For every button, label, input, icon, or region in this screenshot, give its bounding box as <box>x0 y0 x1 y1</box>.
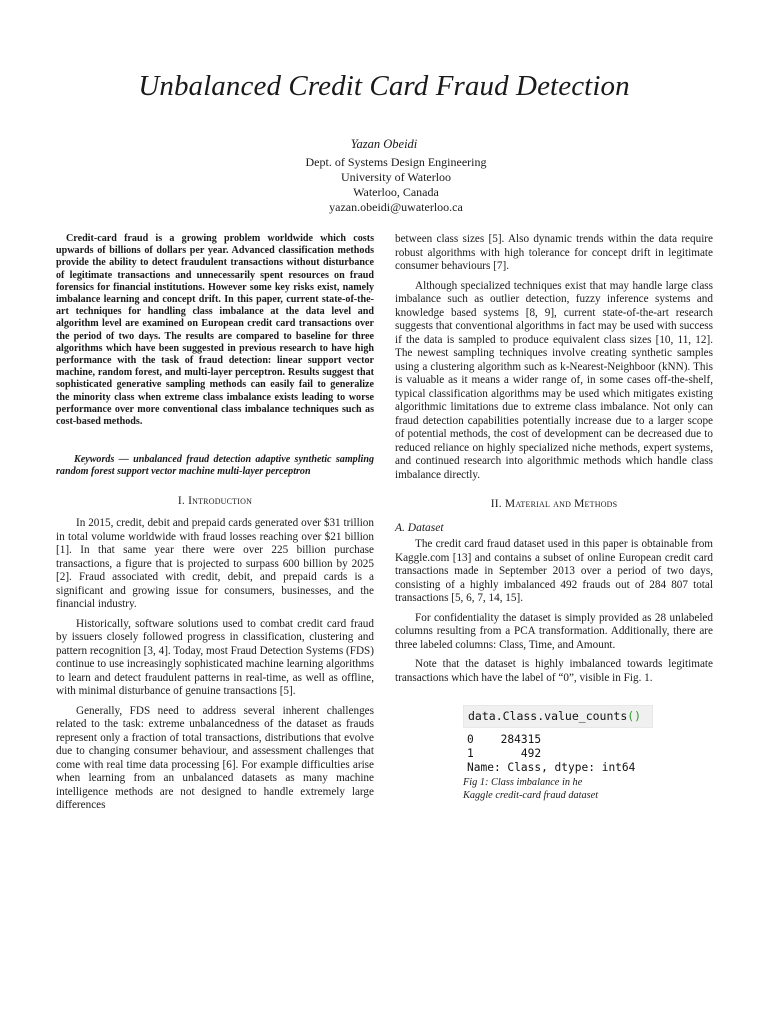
abstract <box>56 233 374 428</box>
affiliation-university: University of Waterloo <box>340 170 452 184</box>
abstract-text: Credit-card fraud is a growing problem worldwide which costs upwards of billions of dollars per year. Advanced classification methods provide the ability to detect fraudulent transactions without disturbance of legitimate transactions and unnecessarily spent resources on fraud forensics for financial institutions. However some key risks exist, namely imbalance learning and concept drift. In this paper, current state-of-the-art techniques for handling class imbalance at the data level and algorithm level are examined on European credit card transactions over the period of two days. The results are compared to baseline for three algorithms which have been suggested in previous research to have high performance with the task of fraud detection: linear support vector machine, random forest, and multi-layer perceptron. Results suggest that sophisticated generative sampling methods can easily fail to generalize the minority class when extreme class imbalance exists leading to worse performance over more conventional class imbalance techniques such as cost-based methods. <box>56 233 374 428</box>
affiliation-location: Waterloo, Canada <box>353 185 439 199</box>
author-name: Yazan Obeidi <box>350 137 418 151</box>
intro-paragraph: In 2015, credit, debit and prepaid cards generated over $31 trillion in total volume worldwide with fraud losses reaching over $21 billion [1]. In that same year there were over 225 billion purchase transactions, a figure that is projected to surpass 600 billion by 2025 [2]. Fraud associated with credit, debit, and prepaid cards is a significant and growing issue for consumers, businesses, and the financial industry. <box>56 517 374 611</box>
dataset-paragraph: The credit card fraud dataset used in this paper is obtainable from Kaggle.com [13] and contains a subset of online European credit card transactions made in September 2013 over a period of two days, consisting of a highly imbalanced 492 frauds out of 284 807 total transactions [5, 6, 7, 14, 15]. <box>395 538 713 604</box>
body-paragraph: between class sizes [5]. Also dynamic trends within the data require robust algorithms with high tolerance for concept drift in legitimate consumer behaviours [7]. <box>395 233 713 272</box>
subsection-heading-dataset: A. Dataset <box>395 521 444 534</box>
paper-title: Unbalanced Credit Card Fraud Detection <box>138 70 630 102</box>
code-output <box>463 728 653 775</box>
intro-paragraph: Historically, software solutions used to combat credit card fraud by issuers closely followed progress in classification, clustering and pattern recognition [3, 4]. Today, most Fraud Detection Systems (FDS) continue to use increasingly sophisticated machine learning algorithms to learn and detect fraudulent patterns in real-time, as well as offline, with minimal disturbance of genuine transactions [5]. <box>56 617 374 698</box>
intro-paragraph: Generally, FDS need to address several inherent challenges related to the task: extreme unbalancedness of the dataset as frauds represent only a fraction of total transactions, distributions that evolve due to changing consumer behaviour, and assessment challenges that come with real time data processing [6]. For example difficulties arise when learning from an unbalanced datasets as many machine intelligence methods are not designed to handle extremely large differences <box>56 704 374 812</box>
caption-line: Kaggle credit-card fraud dataset <box>463 790 599 801</box>
code-call: data.Class.value_counts <box>468 709 628 723</box>
output-line: 0 284315 <box>467 733 542 746</box>
keywords: Keywords — unbalanced fraud detection adaptive synthetic sampling random forest support vector machine multi-layer perceptron <box>56 454 374 478</box>
dataset-paragraph: For confidentiality the dataset is simply provided as 28 unlabeled columns resulting from a PCA transformation. Additionally, there are three labeled columns: Class, Time, and Amount. <box>395 611 713 651</box>
code-snippet <box>463 705 653 775</box>
output-line: 1 492 <box>467 747 542 760</box>
right-column <box>395 233 713 802</box>
code-input-line <box>463 705 653 728</box>
affiliation-block <box>0 155 768 215</box>
body-paragraph: Although specialized techniques exist that may handle large class imbalance such as outlier detection, fuzzy inference systems and knowledge based systems [8, 9], current state-of-the-art research suggests that conventional algorithms in fact may be used with success if the data is sampled to produce equivalent class sizes [10, 11, 12]. The newest sampling techniques involve creating synthetic samples using a clustering algorithm such as k-Nearest-Neighboor (kNN). This is valuable as it means a wider range of, in some cases off-the-shelf, typical classification algorithms may be used which mitigates existing algorithmic limitations due to extreme class imbalance. Not only can fraud detection capabilities potentially increase due to a larger scope of potential methods, the cost of development can be decreased due to reduced reliance on highly specialized niche methods, expert systems, and continued research into algorithmic methods which handle class imbalance directly. <box>395 279 713 481</box>
section-heading-introduction: I. Introduction <box>177 494 253 507</box>
figure-1 <box>463 705 653 802</box>
caption-line: Fig 1: Class imbalance in he <box>463 777 583 788</box>
affiliation-department: Dept. of Systems Design Engineering <box>305 155 487 169</box>
affiliation-email: yazan.obeidi@uwaterloo.ca <box>329 200 463 214</box>
code-parens: () <box>627 709 642 723</box>
left-column <box>56 233 374 819</box>
dataset-paragraph: Note that the dataset is highly imbalanced towards legitimate transactions which have the label of “0”, visible in Fig. 1. <box>395 658 713 684</box>
section-heading-material-methods: II. Material and Methods <box>490 498 618 510</box>
output-line: Name: Class, dtype: int64 <box>467 761 636 774</box>
figure-caption <box>463 776 653 802</box>
